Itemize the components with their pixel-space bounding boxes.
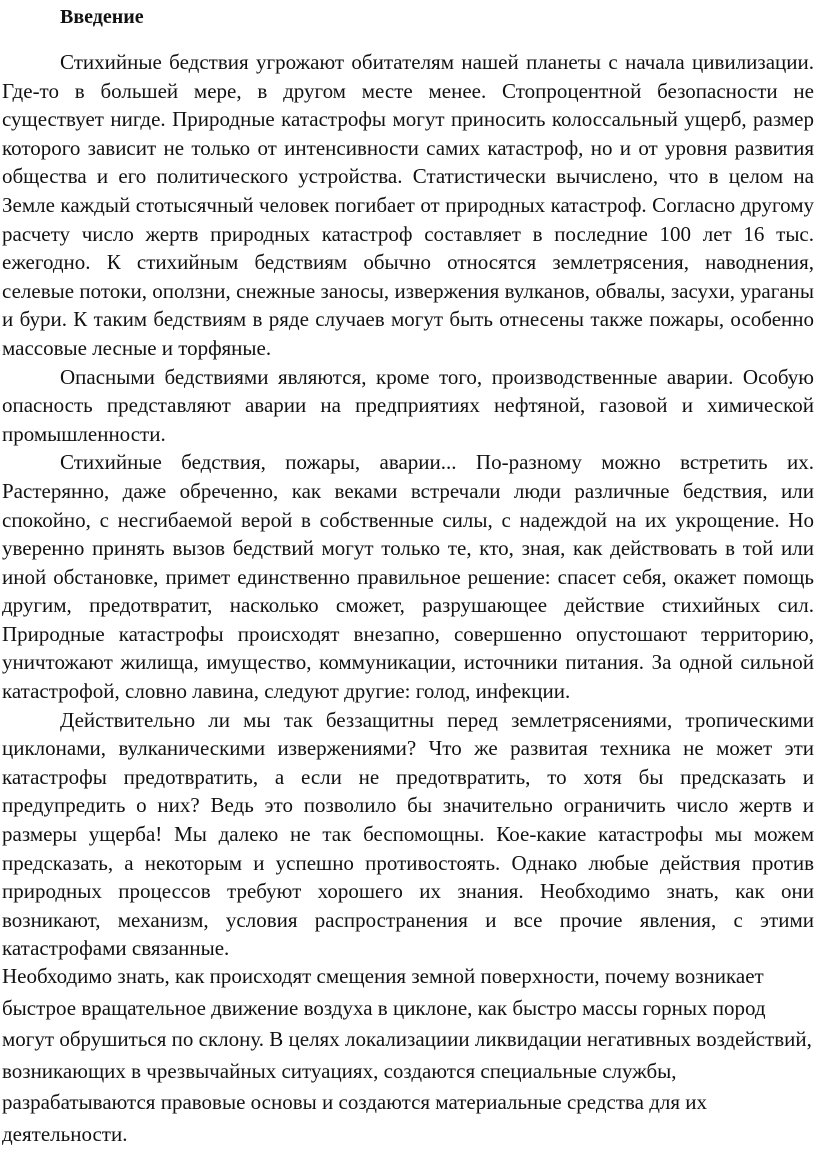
paragraph-closing: Необходимо знать, как происходят смещения земной поверхности, почему возникает быстрое вращательное движение воздуха в циклоне, как быстро массы горных пород могут обрушиться по склону. В целях локализациии ликвидации негативных воздействий, возникающих в чрезвычайных ситуациях, создаются специальные службы, разрабатываются правовые основы и создаются материальные средства для их деятельности. [2, 964, 812, 1146]
paragraph-facing-disasters: Стихийные бедствия, пожары, аварии... По-разному можно встретить их. Растерянно, даже обреченно, как веками встречали люди различные бедствия, или спокойно, с несгибаемой верой в собственные силы, с надеждой на их укрощение. Но уверенно принять вызов бедствий могут только те, кто, зная, как действовать в той или иной обстановке, примет единственно правильное решение: спасет себя, окажет помощь другим, предотвратит, насколько сможет, разрушающее действие стихийных сил. Природные катастрофы происходят внезапно, совершенно опустошают территорию, уничтожают жилища, имущество, коммуникации, источники питания. За одной сильной катастрофой, словно лавина, следуют другие: голод, инфекции. [2, 450, 814, 704]
document-body [2, 48, 814, 963]
paragraph-prediction: Действительно ли мы так беззащитны перед землетрясениями, тропическими циклонами, вулканическими извержениями? Что же развитая техника не может эти катастрофы предотвратить, а если не предотвратить, то хотя бы предсказать и предупредить о них? Ведь это позволило бы значительно ограничить число жертв и размеры ущерба! Мы далеко не так беспомощны. Кое-какие катастрофы мы можем предсказать, а некоторым и успешно противостоять. Однако любые действия против природных процессов требуют хорошего их знания. Необходимо знать, как они возникают, механизм, условия распространения и все прочие явления, с этими катастрофами связанные. [2, 707, 814, 961]
paragraph-natural-disasters: Стихийные бедствия угрожают обитателям нашей планеты с начала цивилизации. Где-то в большей мере, в другом месте менее. Стопроцентной безопасности не существует нигде. Природные катастрофы могут приносить колоссальный ущерб, размер которого зависит не только от интенсивности самих катастроф, но и от уровня развития общества и его политического устройства. Статистически вычислено, что в целом на Земле каждый стотысячный человек погибает от природных катастроф. Согласно другому расчету число жертв природных катастроф составляет в последние 100 лет 16 тыс. ежегодно. К стихийным бедствиям обычно относятся землетрясения, наводнения, селевые потоки, оползни, снежные заносы, извержения вулканов, обвалы, засухи, ураганы и бури. К таким бедствиям в ряде случаев могут быть отнесены также пожары, особенно массовые лесные и торфяные. [2, 50, 814, 360]
paragraph-industrial-accidents: Опасными бедствиями являются, кроме того, производственные аварии. Особую опасность представляют аварии на предприятиях нефтяной, газовой и химической промышленности. [2, 364, 814, 446]
document-title: Введение [60, 6, 144, 28]
